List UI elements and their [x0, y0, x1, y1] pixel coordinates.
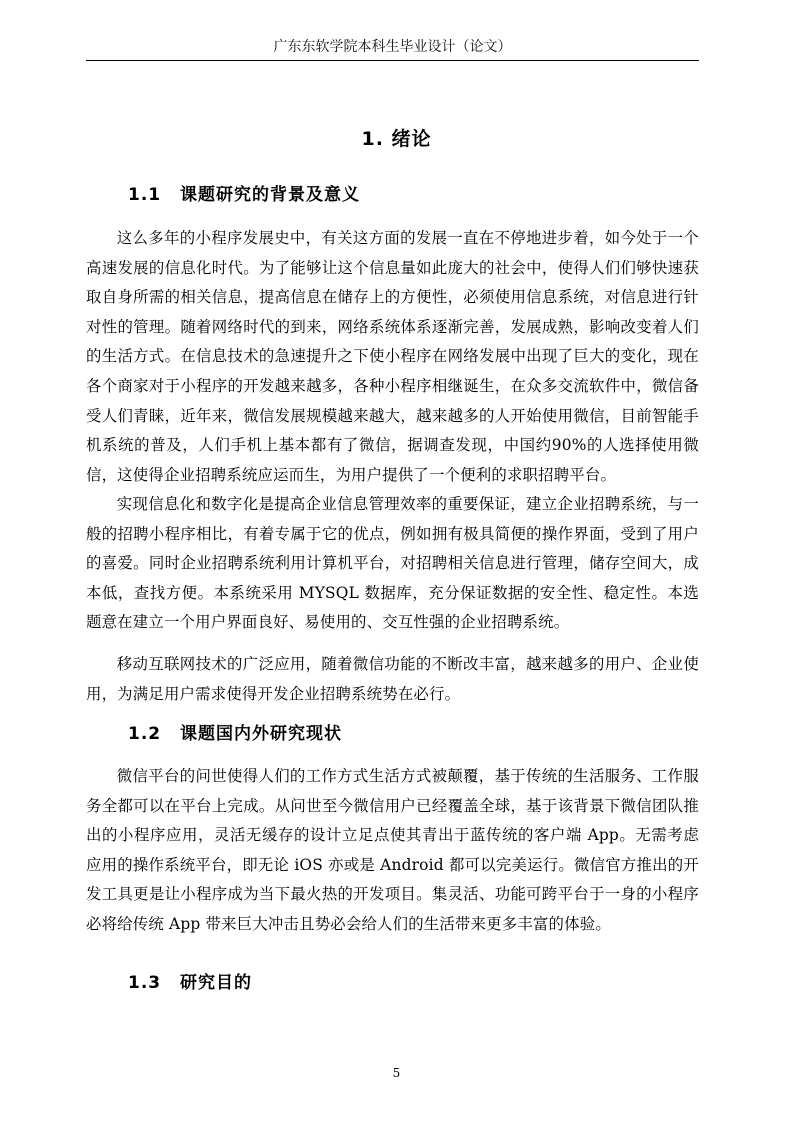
paragraph-4: 微信平台的问世使得人们的工作方式生活方式被颠覆，基于传统的生活服务、工作服务全都可以在平台上完成。从问世至今微信用户已经覆盖全球，基于该背景下微信团队推出的小程序应用，灵活无缓存的设计立足点使其青出于蓝传统的客户端 App。无需考虑应用的操作系统平台，即无论 iOS 亦或是 Android 都可以完美运行。微信官方推出的开发工具更是让小程序成为当下最火热的开发项目。集灵活、功能可跨平台于一身的小程序必将给传统 App 带来巨大冲击且势必会给人们的生活带来更多丰富的体验。: [86, 767, 699, 933]
section-heading-1-2: [128, 719, 342, 744]
paragraph-3: 移动互联网技术的广泛应用，随着微信功能的不断改丰富，越来越多的用户、企业使用，为满足用户需求使得开发企业招聘系统势在必行。: [86, 655, 699, 703]
chapter-title: 1. 绪论: [361, 128, 432, 150]
section-number: 1.1: [128, 185, 162, 205]
paragraph-2: 实现信息化和数字化是提高企业信息管理效率的重要保证，建立企业招聘系统，与一般的招聘小程序相比，有着专属于它的优点，例如拥有极具简便的操作界面，受到了用户的喜爱。同时企业招聘系统利用计算机平台，对招聘相关信息进行管理，储存空间大，成本低，查找方便。本系统采用 MYSQL 数据库，充分保证数据的安全性、稳定性。本选题意在建立一个用户界面良好、易使用的、交互性强的企业招聘系统。: [86, 495, 699, 632]
section-title: 课题研究的背景及意义: [180, 185, 360, 205]
section-heading-1-3: [128, 968, 252, 993]
paragraph-1: 这么多年的小程序发展史中，有关这方面的发展一直在不停地进步着，如今处于一个高速发展的信息化时代。为了能够让这个信息量如此庞大的社会中，使得人们们够快速获取自身所需的相关信息，提高信息在储存上的方便性，必须使用信息系统，对信息进行针对性的管理。随着网络时代的到来，网络系统体系逐渐完善，发展成熟，影响改变着人们的生活方式。在信息技术的急速提升之下使小程序在网络发展中出现了巨大的变化，现在各个商家对于小程序的开发越来越多，各种小程序相继诞生，在众多交流软件中，微信备受人们青睐，近年来，微信发展规模越来越大，越来越多的人开始使用微信，目前智能手机系统的普及，人们手机上基本都有了微信，据调查发现，中国约90%的人选择使用微信，这使得企业招聘系统应运而生，为用户提供了一个便利的求职招聘平台。: [86, 229, 699, 484]
section-title: 研究目的: [180, 973, 252, 993]
section-title: 课题国内外研究现状: [180, 724, 342, 744]
section-number: 1.2: [128, 724, 162, 744]
section-heading-1-1: [128, 180, 360, 205]
section-number: 1.3: [128, 973, 162, 993]
header-rule: [86, 60, 699, 61]
page-header: 广东东软学院本科生毕业设计（论文）: [273, 39, 512, 55]
page-number: 5: [392, 1066, 401, 1080]
